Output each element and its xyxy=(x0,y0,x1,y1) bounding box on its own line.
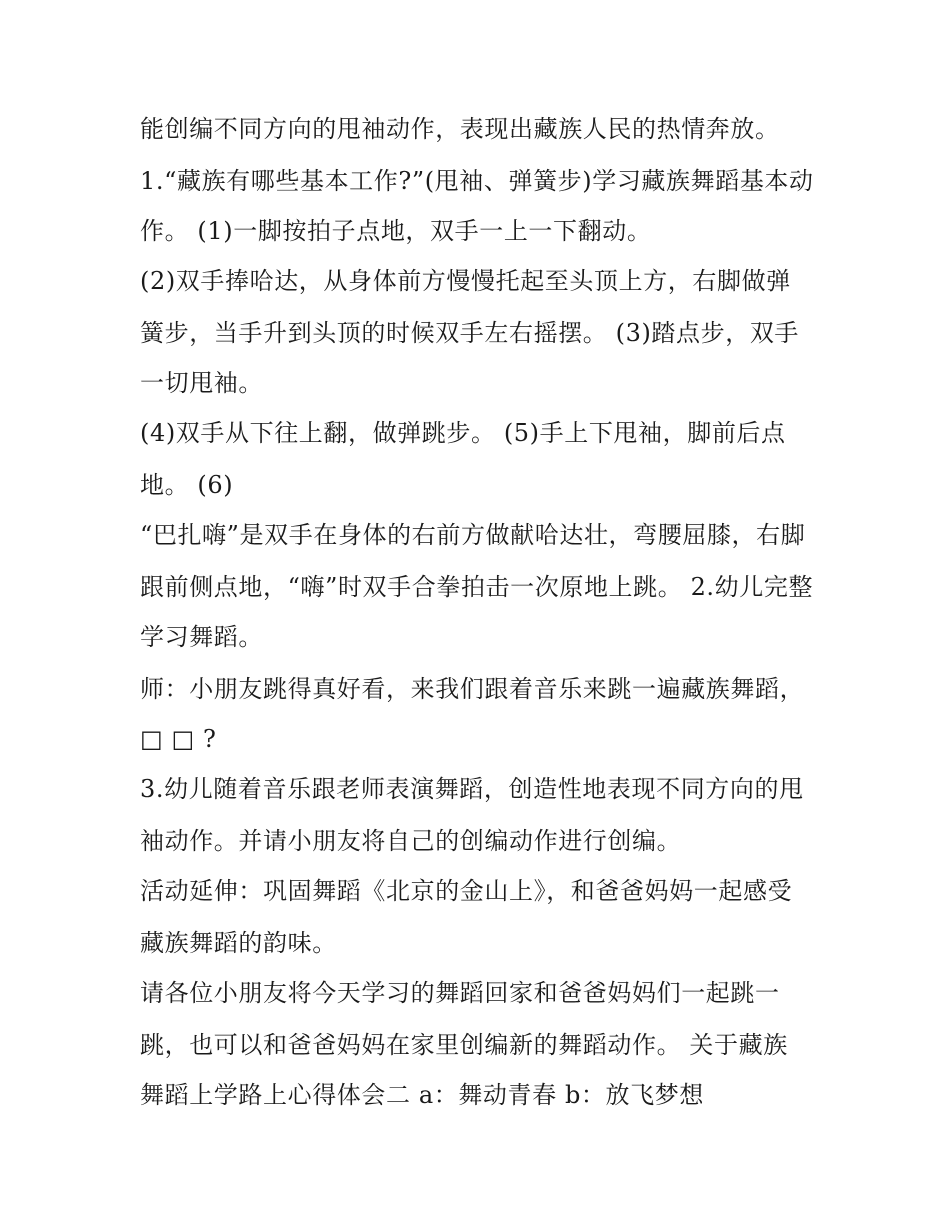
text-line: 3.幼儿随着音乐跟老师表演舞蹈，创造性地表现不同方向的甩 xyxy=(140,775,804,803)
text-line: 一切甩袖。 xyxy=(140,369,263,397)
text-line: 地。 (6) xyxy=(140,471,234,499)
text-line: “巴扎嗨”是双手在身体的右前方做献哈达壮，弯腰屈膝，右脚 xyxy=(140,521,806,549)
text-line: □ □ ? xyxy=(140,725,217,753)
text-line: 跟前侧点地，“嗨”时双手合拳拍击一次原地上跳。 2.幼儿完整 xyxy=(140,573,814,601)
text-line: 跳，也可以和爸爸妈妈在家里创编新的舞蹈动作。 关于藏族 xyxy=(140,1031,788,1059)
text-line: 学习舞蹈。 xyxy=(140,623,263,651)
text-line: 舞蹈上学路上心得体会二 a：舞动青春 b：放飞梦想 xyxy=(140,1081,704,1109)
text-line: 作。 (1)一脚按拍子点地，双手一上一下翻动。 xyxy=(140,217,652,245)
text-line: 请各位小朋友将今天学习的舞蹈回家和爸爸妈妈们一起跳一 xyxy=(140,979,780,1007)
text-line: 藏族舞蹈的韵味。 xyxy=(140,929,337,957)
text-line: 活动延伸：巩固舞蹈《北京的金山上》，和爸爸妈妈一起感受 xyxy=(140,877,793,905)
text-line: 1.“藏族有哪些基本工作?”(甩袖、弹簧步)学习藏族舞蹈基本动 xyxy=(140,167,814,195)
text-line: 师：小朋友跳得真好看，来我们跟着音乐来跳一遍藏族舞蹈， xyxy=(140,675,805,703)
text-line: 能创编不同方向的甩袖动作，表现出藏族人民的热情奔放。 xyxy=(140,115,780,143)
text-line: 袖动作。并请小朋友将自己的创编动作进行创编。 xyxy=(140,827,682,855)
text-line: 簧步，当手升到头顶的时候双手左右摇摆。 (3)踏点步，双手 xyxy=(140,319,800,347)
text-line: (4)双手从下往上翻，做弹跳步。 (5)手上下甩袖，脚前后点 xyxy=(140,419,786,447)
text-line: (2)双手捧哈达，从身体前方慢慢托起至头顶上方，右脚做弹 xyxy=(140,267,791,295)
